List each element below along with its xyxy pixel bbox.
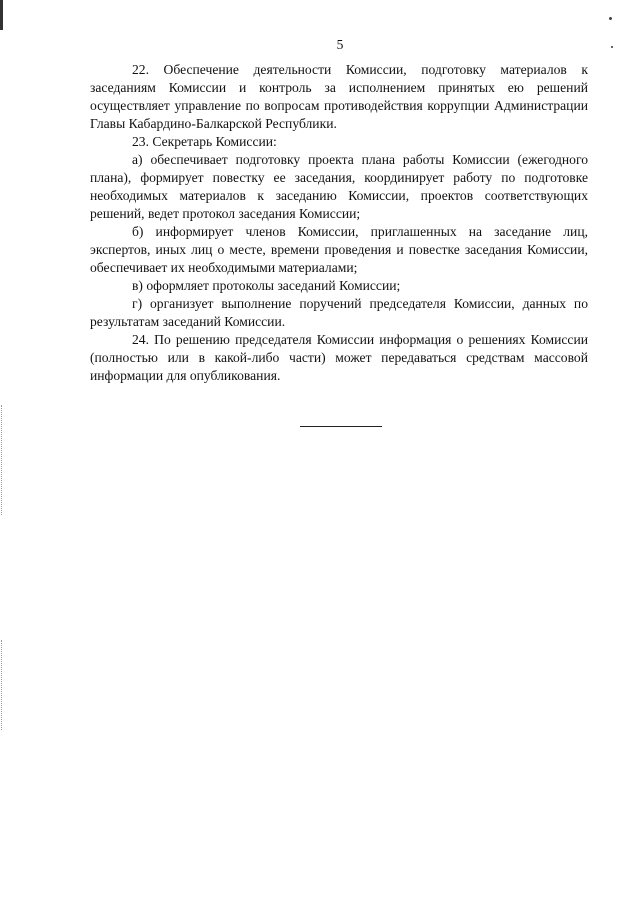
paragraph-23-b: б) информирует членов Комиссии, приглашенных на заседание лиц, экспертов, иных лиц о месте, времени проведения и повестке заседания Комиссии, обеспечивает их необходимыми материалами; bbox=[90, 224, 588, 275]
paragraph-22: 22. Обеспечение деятельности Комиссии, подготовку материалов к заседаниям Комиссии и контроль за исполнением принятых ею решений осуществляет управление по вопросам противодействия коррупции Администрации Главы Кабардино-Балкарской Республики. bbox=[90, 62, 588, 131]
scan-edge-dots bbox=[1, 405, 3, 515]
paragraph-23-g: г) организует выполнение поручений председателя Комиссии, данных по результатам заседаний Комиссии. bbox=[90, 296, 588, 329]
scan-edge-mark bbox=[0, 0, 3, 30]
scan-speck bbox=[609, 17, 612, 20]
page-number: 5 bbox=[336, 37, 344, 52]
closing-rule bbox=[300, 426, 382, 427]
scan-edge-dots bbox=[1, 640, 3, 730]
paragraph-23: 23. Секретарь Комиссии: bbox=[132, 134, 277, 149]
document-body bbox=[90, 61, 588, 385]
paragraph-23-v: в) оформляет протоколы заседаний Комиссии; bbox=[132, 278, 401, 293]
paragraph-23-a: а) обеспечивает подготовку проекта плана работы Комиссии (ежегодного плана), формирует повестку ее заседания, координирует работу по подготовке необходимых материалов к заседанию Комиссии, проектов соответствующих решений, ведет протокол заседания Комиссии; bbox=[90, 152, 588, 221]
paragraph-24: 24. По решению председателя Комиссии информация о решениях Комиссии (полностью или в какой-либо части) может передаваться средствам массовой информации для опубликования. bbox=[90, 332, 588, 383]
